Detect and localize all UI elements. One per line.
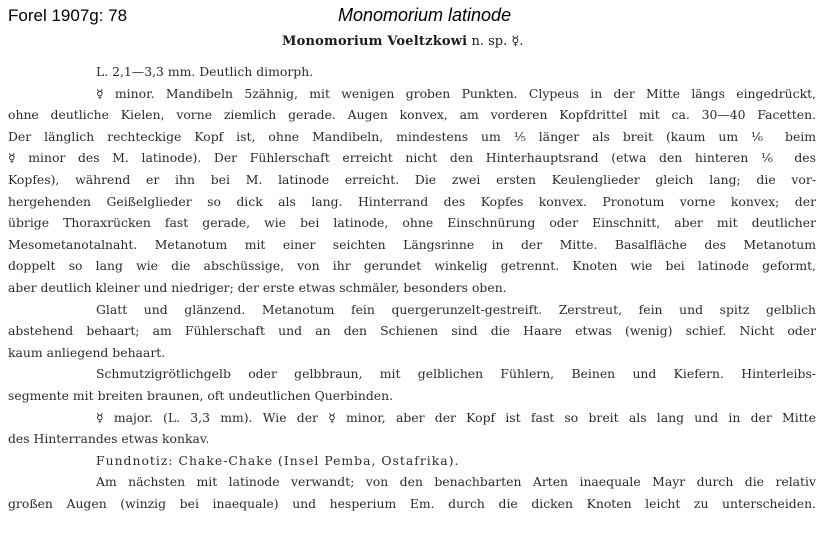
- text-line: übrige Thoraxrücken fast gerade, wie bei latinode, ohne Einschnürung oder Einschnitt, aber mit deutlicher: [8, 215, 816, 231]
- locality-label: Fundnotiz:: [96, 452, 174, 468]
- text-line: L. 2,1—3,3 mm. Deutlich dimorph.: [96, 64, 314, 79]
- text-line: Am nächsten mit latinode verwandt; von den benachbarten Arten inaequale Mayr durch die relativ: [96, 474, 816, 490]
- text-line: kaum anliegend behaart.: [8, 344, 166, 360]
- text-line: ohne deutliche Kielen, vorne ziemlich gerade. Augen konvex, am vorderen Kopfdrittel mit ca. 30—40 Facetten.: [8, 107, 816, 123]
- taxon-title: Monomorium latinode: [338, 5, 512, 25]
- locality-text: Chake-Chake (Insel Pemba, Ostafrika).: [173, 452, 460, 468]
- text-line: ☿ minor des M. latinode). Der Fühlerschaft erreicht nicht den Hinterhauptsrand (etwa den hinteren ⅙ des: [8, 150, 816, 166]
- text-line: Kopfes), während er ihn bei M. latinode erreicht. Die zwei ersten Keulenglieder gleich lang; die vor-: [8, 171, 816, 187]
- text-line: Schmutzigrötlichgelb oder gelbbraun, mit gelblichen Fühlern, Beinen und Kiefern. Hinterleibs-: [96, 366, 816, 382]
- species-name: Monomorium Voeltzkowi: [282, 34, 468, 49]
- text-line: des Hinterrandes etwas konkav.: [8, 431, 210, 447]
- locality-line: [8, 450, 816, 472]
- text-line: doppelt so lang wie die abschüssige, von ihr gerundet winkelig getrennt. Knoten wie bei latinode geformt,: [8, 258, 816, 274]
- text-line: aber deutlich kleiner und niedriger; der erste etwas schmäler, besonders oben.: [8, 279, 507, 295]
- text-line: großen Augen (winzig bei inaequale) und hesperium Em. durch die dicken Knoten leicht zu unterscheiden.: [8, 495, 816, 511]
- text-line: ☿ minor. Mandibeln 5zähnig, mit wenigen groben Punkten. Clypeus in der Mitte längs eingedrückt,: [96, 85, 816, 101]
- description-body: [8, 61, 816, 514]
- text-line: Mesometanotalnaht. Metanotum mit einer seichten Längsrinne in der Mitte. Basalfläche des Metanotum: [8, 236, 816, 252]
- text-line: hergehenden Geißelglieder so dick als lang. Hinterrand des Kopfes konvex. Pronotum vorne konvex; der: [8, 193, 816, 209]
- citation: Forel 1907g: 78: [8, 6, 128, 25]
- species-note: n. sp. ☿.: [467, 34, 524, 49]
- text-line: Der länglich rechteckige Kopf ist, ohne Mandibeln, mindestens um ⅕ länger als breit (kaum um ⅙ beim: [8, 128, 816, 144]
- text-line: ☿ major. (L. 3,3 mm). Wie der ☿ minor, aber der Kopf ist fast so breit als lang und in der Mitte: [96, 409, 816, 425]
- species-heading: [282, 34, 523, 49]
- text-line: segmente mit breiten braunen, oft undeutlichen Querbinden.: [8, 387, 394, 403]
- text-line: abstehend behaart; am Fühlerschaft und an den Schienen sind die Haare etwas (wenig) schief. Nicht oder: [8, 323, 816, 339]
- text-line: Glatt und glänzend. Metanotum fein quergerunzelt-gestreift. Zerstreut, fein und spitz gelblich: [96, 301, 816, 317]
